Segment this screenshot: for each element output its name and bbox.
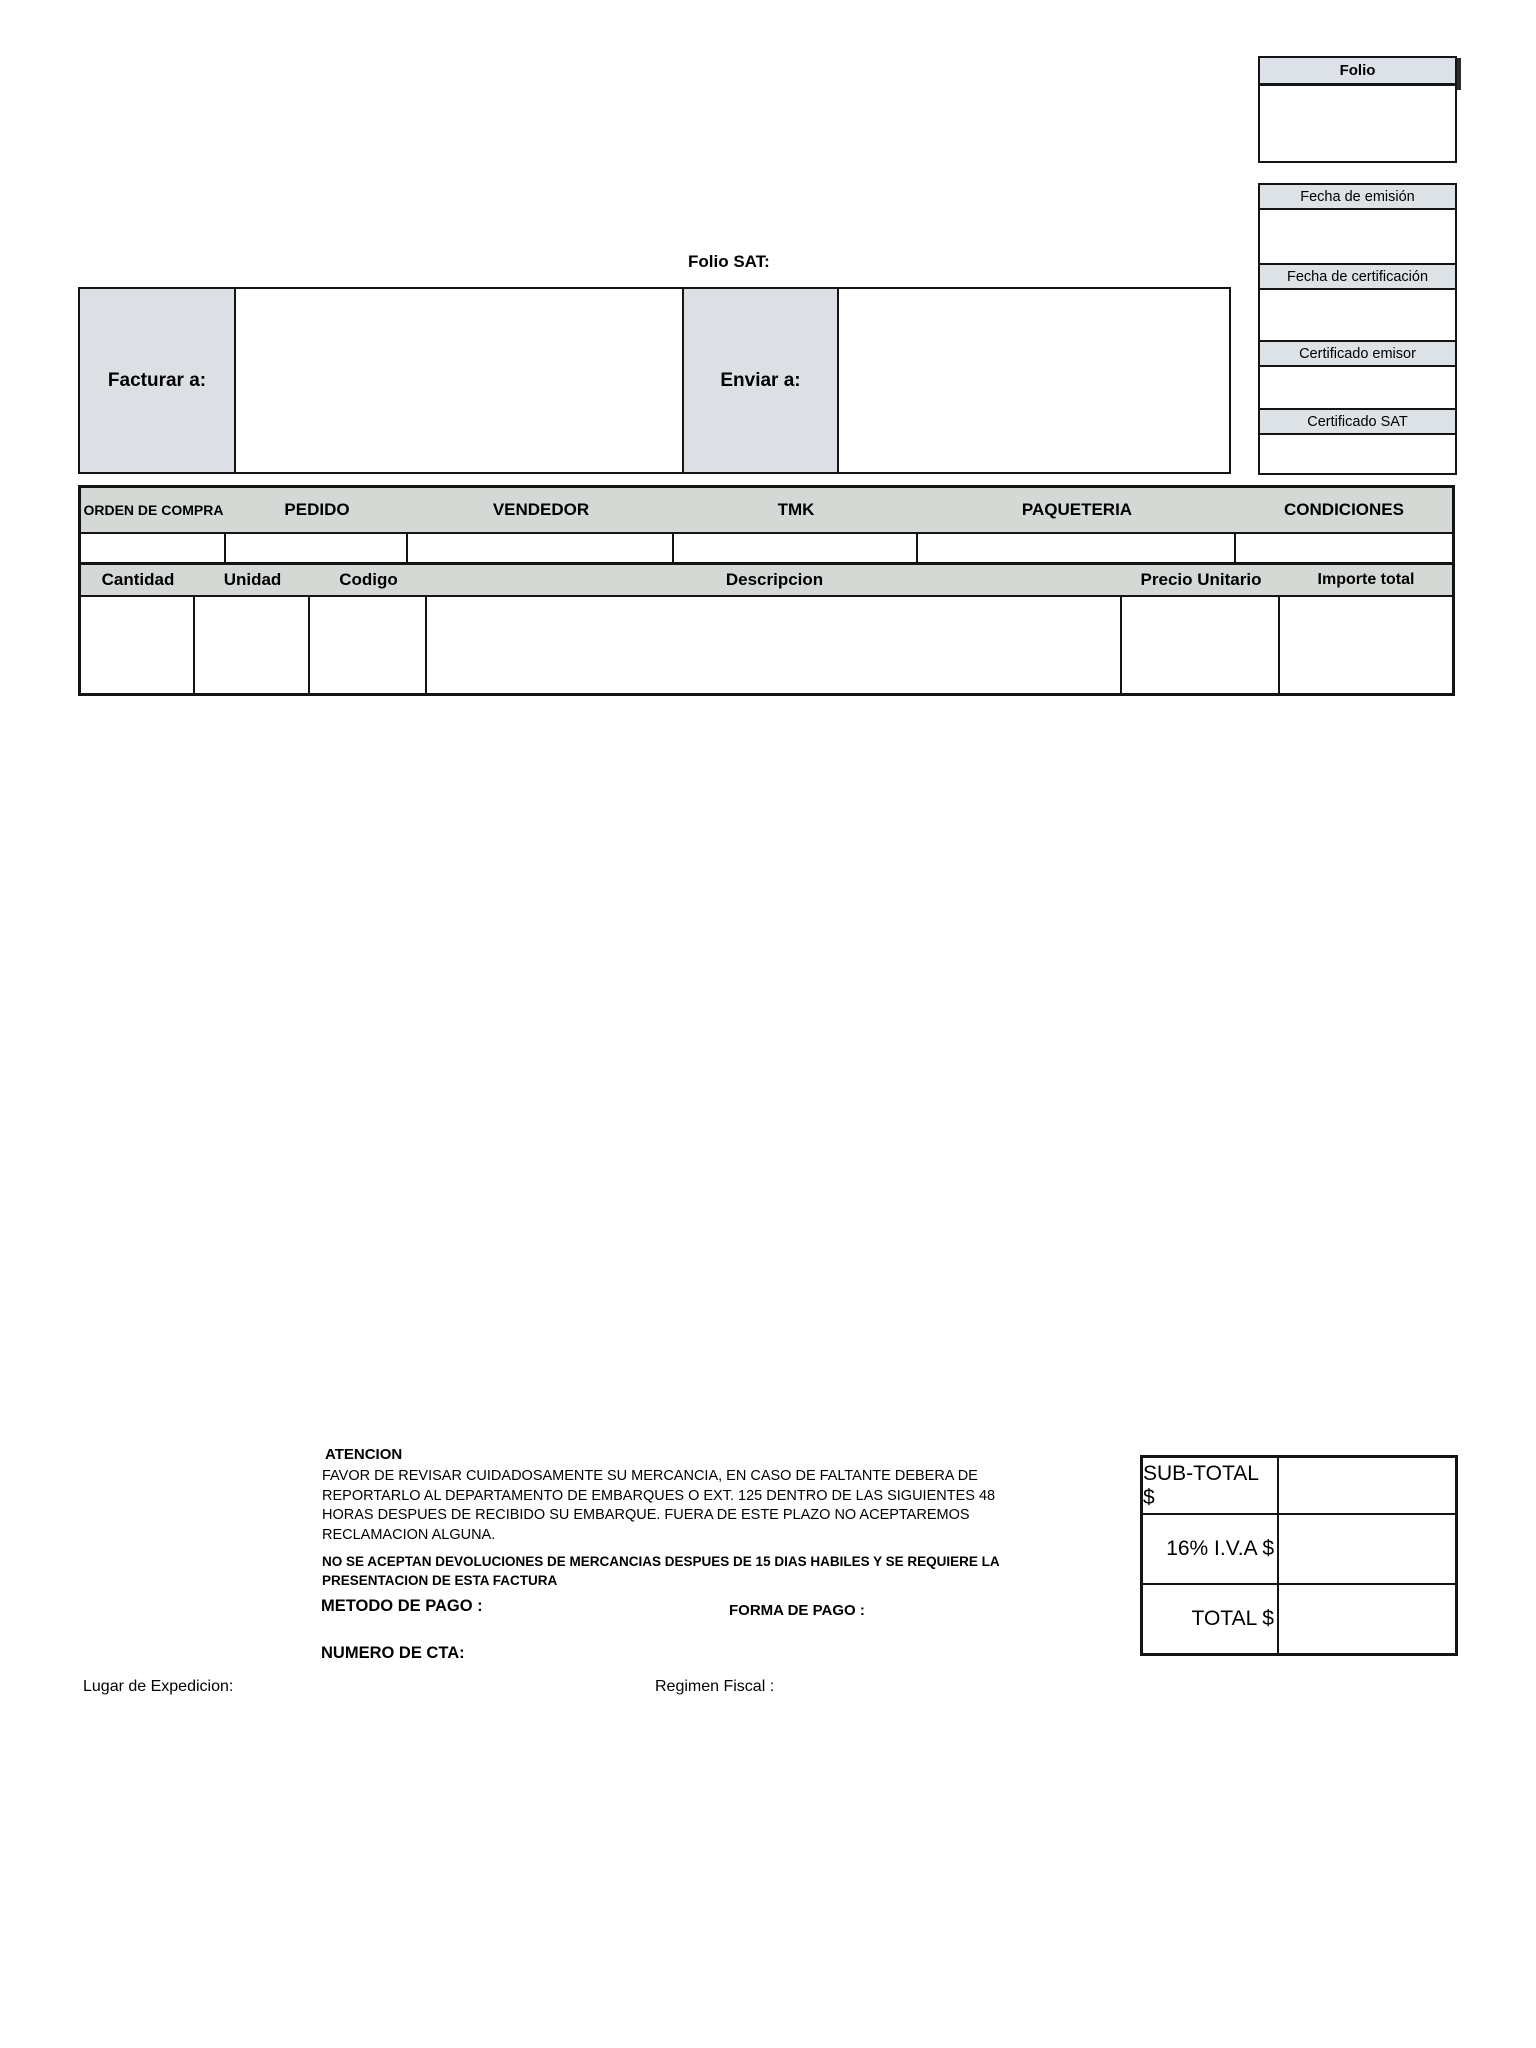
subtotal-value-field[interactable] [1279, 1458, 1455, 1513]
col-header-precio-unitario: Precio Unitario [1140, 570, 1262, 589]
importe-total-cell[interactable] [1280, 597, 1452, 693]
col-header-condiciones: CONDICIONES [1284, 500, 1404, 519]
enviar-a-label: Enviar a: [684, 289, 839, 472]
atencion-line: REPORTARLO AL DEPARTAMENTO DE EMBARQUES O EXT. 125 DENTRO DE LAS SIGUIENTES 48 [322, 1487, 996, 1504]
enviar-a-field[interactable] [839, 289, 1229, 472]
orden-de-compra-field[interactable] [81, 534, 226, 563]
iva-value-field[interactable] [1279, 1515, 1455, 1583]
descripcion-cell[interactable] [427, 597, 1122, 693]
total-row [1143, 1585, 1455, 1653]
lugar-de-expedicion-label: Lugar de Expedicion: [83, 1678, 234, 1695]
fecha-certificacion-field[interactable] [1260, 290, 1455, 342]
fecha-emision-header: Fecha de emisión [1260, 185, 1455, 210]
billing-shipping-section [78, 287, 1231, 474]
order-info-table [78, 485, 1455, 566]
forma-de-pago-label: FORMA DE PAGO : [729, 1602, 865, 1619]
atencion-line: RECLAMACION ALGUNA. [322, 1526, 496, 1543]
col-header-paqueteria: PAQUETERIA [1021, 500, 1133, 519]
subtotal-row [1143, 1458, 1455, 1515]
certificado-sat-field[interactable] [1260, 435, 1455, 473]
no-returns-line: NO SE ACEPTAN DEVOLUCIONES DE MERCANCIAS DESPUES DE 15 DIAS HABILES Y SE REQUIERE LA [322, 1554, 1000, 1569]
folio-header: Folio [1260, 58, 1455, 86]
total-value-field[interactable] [1279, 1585, 1455, 1653]
order-info-header-row [81, 488, 1452, 534]
fecha-emision-field[interactable] [1260, 210, 1455, 265]
order-info-input-row [81, 534, 1452, 563]
atencion-paragraph [322, 1467, 995, 1545]
col-header-codigo: Codigo [339, 570, 398, 589]
no-returns-line: PRESENTACION DE ESTA FACTURA [322, 1573, 558, 1588]
precio-unitario-cell[interactable] [1122, 597, 1280, 693]
col-header-orden-de-compra: ORDEN DE COMPRA [83, 501, 224, 518]
total-label: TOTAL $ [1143, 1585, 1279, 1653]
folio-box [1258, 56, 1457, 163]
iva-label: 16% I.V.A $ [1143, 1515, 1279, 1583]
fecha-certificacion-header: Fecha de certificación [1260, 265, 1455, 290]
pedido-field[interactable] [226, 534, 408, 563]
certificado-emisor-field[interactable] [1260, 367, 1455, 410]
folio-box-shadow-edge [1457, 58, 1461, 90]
facturar-a-field[interactable] [236, 289, 684, 472]
condiciones-field[interactable] [1236, 534, 1452, 563]
line-items-header-row [81, 565, 1452, 597]
numero-de-cta-label: NUMERO DE CTA: [321, 1644, 465, 1662]
certificado-emisor-header: Certificado emisor [1260, 342, 1455, 367]
vendedor-field[interactable] [408, 534, 674, 563]
iva-row [1143, 1515, 1455, 1585]
certificate-column [1258, 183, 1457, 475]
codigo-cell[interactable] [310, 597, 427, 693]
metodo-de-pago-label: METODO DE PAGO : [321, 1597, 483, 1615]
subtotal-label: SUB-TOTAL $ [1143, 1458, 1279, 1513]
paqueteria-field[interactable] [918, 534, 1236, 563]
atencion-line: FAVOR DE REVISAR CUIDADOSAMENTE SU MERCANCIA, EN CASO DE FALTANTE DEBERA DE [322, 1468, 978, 1484]
unidad-cell[interactable] [195, 597, 310, 693]
tmk-field[interactable] [674, 534, 918, 563]
cantidad-cell[interactable] [81, 597, 195, 693]
line-items-table [78, 562, 1455, 696]
atencion-line: HORAS DESPUES DE RECIBIDO SU EMBARQUE. FUERA DE ESTE PLAZO NO ACEPTAREMOS [322, 1507, 970, 1523]
col-header-vendedor: VENDEDOR [492, 500, 590, 519]
totals-box [1140, 1455, 1458, 1656]
col-header-unidad: Unidad [223, 570, 282, 589]
certificado-sat-header: Certificado SAT [1260, 410, 1455, 435]
regimen-fiscal-label: Regimen Fiscal : [655, 1678, 775, 1695]
no-returns-notice [322, 1552, 1000, 1590]
col-header-cantidad: Cantidad [101, 570, 175, 589]
col-header-descripcion: Descripcion [725, 570, 824, 589]
atencion-title: ATENCION [325, 1446, 403, 1463]
col-header-pedido: PEDIDO [284, 500, 350, 519]
col-header-importe-total: Importe total [1317, 571, 1415, 588]
facturar-a-label: Facturar a: [80, 289, 236, 472]
line-item-row [81, 597, 1452, 693]
folio-sat-label: Folio SAT: [688, 252, 770, 271]
col-header-tmk: TMK [777, 500, 815, 519]
folio-value-field[interactable] [1260, 86, 1455, 161]
